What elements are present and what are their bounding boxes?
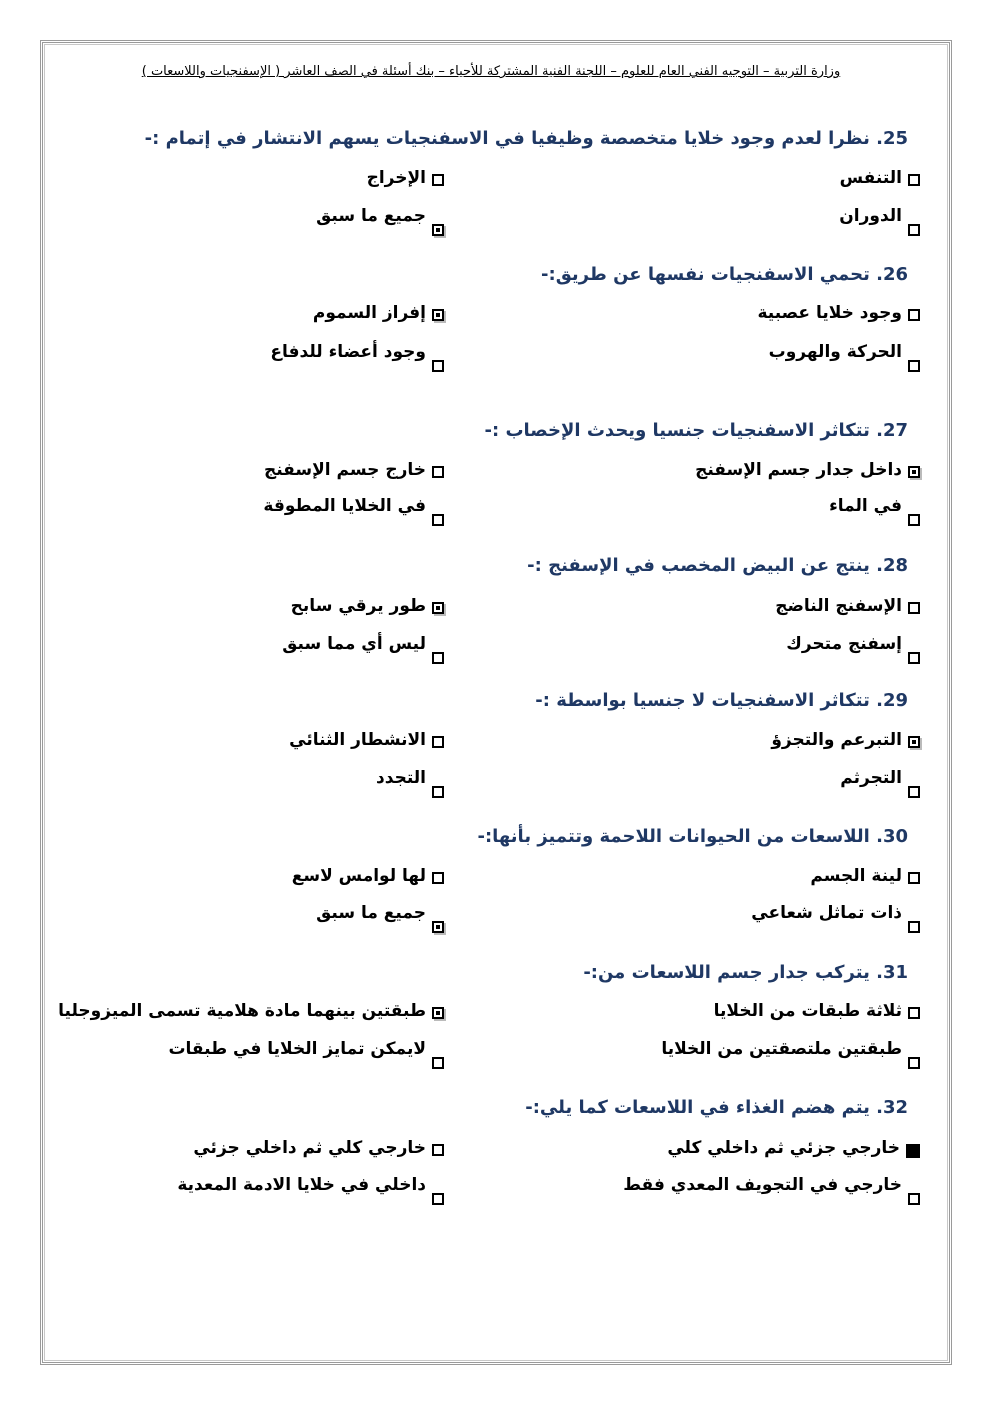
checkbox-icon[interactable] (908, 1057, 920, 1069)
option-25-b[interactable]: الإخراج (367, 168, 444, 188)
question-28: 28. ينتج عن البيض المخصب في الإسفنج :- (527, 555, 908, 576)
option-27-c[interactable]: في الماء (829, 496, 920, 526)
option-27-d[interactable]: في الخلايا المطوقة (263, 496, 444, 526)
question-30: 30. اللاسعات من الحيوانات اللاحمة وتتميز بأنها:- (477, 826, 908, 847)
option-32-a[interactable]: خارجي جزئي ثم داخلي كلي (667, 1138, 920, 1158)
option-31-c[interactable]: طبقتين ملتصقتين من الخلايا (661, 1039, 920, 1069)
checkbox-icon[interactable] (432, 652, 444, 664)
checkbox-icon[interactable] (432, 786, 444, 798)
checkbox-icon[interactable] (908, 514, 920, 526)
option-28-b[interactable]: طور يرقي سابح (291, 596, 444, 616)
checkbox-icon[interactable] (908, 360, 920, 372)
option-26-d[interactable]: وجود أعضاء للدفاع (270, 342, 444, 372)
checkbox-checked-icon[interactable] (908, 736, 920, 748)
checkbox-icon[interactable] (908, 1007, 920, 1019)
checkbox-checked-icon[interactable] (432, 602, 444, 614)
option-29-b[interactable]: الانشطار الثنائي (289, 730, 444, 750)
checkbox-icon[interactable] (432, 514, 444, 526)
checkbox-icon[interactable] (432, 736, 444, 748)
checkbox-icon[interactable] (432, 174, 444, 186)
option-29-a[interactable]: التبرعم والتجزؤ (771, 730, 920, 750)
option-31-d[interactable]: لايمكن تمايز الخلايا في طبقات (168, 1039, 444, 1069)
checkbox-checked-icon[interactable] (908, 466, 920, 478)
checkbox-icon[interactable] (908, 786, 920, 798)
option-29-c[interactable]: التجرثم (840, 768, 920, 798)
checkbox-icon[interactable] (432, 1193, 444, 1205)
checkbox-icon[interactable] (908, 224, 920, 236)
option-30-c[interactable]: ذات تماثل شعاعي (751, 903, 920, 933)
checkbox-icon[interactable] (908, 602, 920, 614)
option-28-c[interactable]: إسفنج متحرك (786, 634, 920, 664)
option-28-d[interactable]: ليس أي مما سبق (282, 634, 444, 664)
checkbox-icon[interactable] (432, 1144, 444, 1156)
checkbox-icon[interactable] (432, 1057, 444, 1069)
question-26: 26. تحمي الاسفنجيات نفسها عن طريق:- (541, 264, 908, 285)
option-25-a[interactable]: التنفس (840, 168, 920, 188)
option-26-a[interactable]: وجود خلايا عصبية (757, 303, 920, 323)
option-30-a[interactable]: لينة الجسم (810, 866, 920, 886)
checkbox-filled-icon[interactable] (906, 1144, 920, 1158)
option-30-b[interactable]: لها لوامس لاسع (292, 866, 444, 886)
page-header: وزارة التربية – التوجيه الفني العام للعلوم – اللجنة الفنية المشتركة للأحياء – بنك أسئلة في الصف العاشر ( الإسفنجيات واللاسعات ) (141, 64, 841, 79)
question-25: 25. نظرا لعدم وجود خلايا متخصصة وظيفيا في الاسفنجيات يسهم الانتشار في إتمام :- (144, 128, 908, 149)
checkbox-icon[interactable] (432, 360, 444, 372)
option-32-c[interactable]: خارجي في التجويف المعدي فقط (623, 1175, 920, 1205)
option-31-a[interactable]: ثلاثة طبقات من الخلايا (714, 1001, 920, 1021)
option-26-b[interactable]: إفراز السموم (313, 303, 444, 323)
checkbox-icon[interactable] (908, 174, 920, 186)
question-29: 29. تتكاثر الاسفنجيات لا جنسيا بواسطة :- (535, 690, 908, 711)
option-28-a[interactable]: الإسفنج الناضج (775, 596, 920, 616)
checkbox-checked-icon[interactable] (432, 224, 444, 236)
option-26-c[interactable]: الحركة والهروب (769, 342, 920, 372)
checkbox-icon[interactable] (908, 309, 920, 321)
checkbox-icon[interactable] (908, 1193, 920, 1205)
checkbox-icon[interactable] (908, 872, 920, 884)
checkbox-checked-icon[interactable] (432, 1007, 444, 1019)
checkbox-checked-icon[interactable] (432, 309, 444, 321)
checkbox-icon[interactable] (908, 652, 920, 664)
checkbox-icon[interactable] (432, 872, 444, 884)
question-27: 27. تتكاثر الاسفنجيات جنسيا ويحدث الإخصاب :- (484, 420, 908, 441)
option-27-a[interactable]: داخل جدار جسم الإسفنج (695, 460, 920, 480)
checkbox-icon[interactable] (908, 921, 920, 933)
option-29-d[interactable]: التجدد (376, 768, 444, 798)
option-27-b[interactable]: خارج جسم الإسفنج (264, 460, 444, 480)
option-30-d[interactable]: جميع ما سبق (316, 903, 444, 933)
question-32: 32. يتم هضم الغذاء في اللاسعات كما يلي:- (525, 1097, 908, 1118)
question-31: 31. يتركب جدار جسم اللاسعات من:- (583, 962, 908, 983)
option-31-b[interactable]: طبقتين بينهما مادة هلامية تسمى الميزوجليا (58, 1001, 444, 1021)
option-25-c[interactable]: الدوران (839, 206, 920, 236)
option-25-d[interactable]: جميع ما سبق (316, 206, 444, 236)
option-32-d[interactable]: داخلي في خلايا الادمة المعدية (177, 1175, 444, 1205)
option-32-b[interactable]: خارجي كلي ثم داخلي جزئي (193, 1138, 444, 1158)
checkbox-icon[interactable] (432, 466, 444, 478)
checkbox-checked-icon[interactable] (432, 921, 444, 933)
